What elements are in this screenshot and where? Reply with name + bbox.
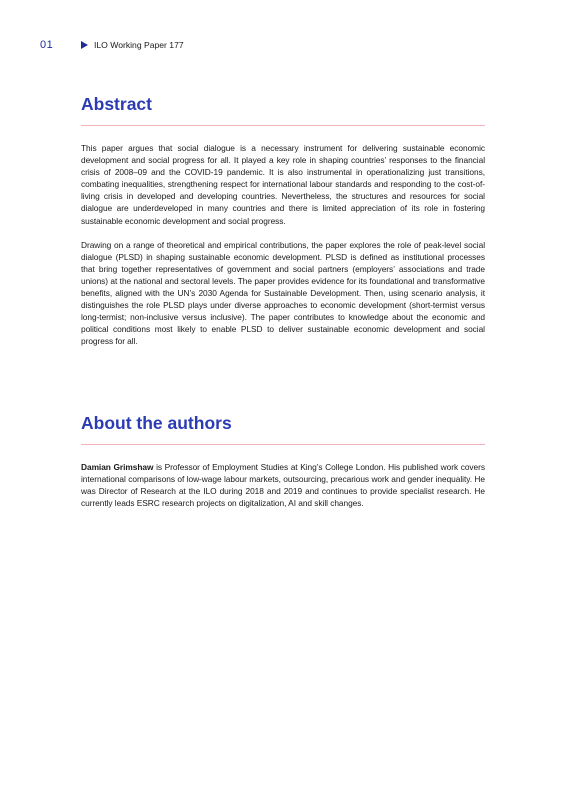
abstract-section: [81, 93, 485, 348]
author-bio-paragraph: [81, 461, 485, 509]
running-title: ILO Working Paper 177: [94, 40, 184, 50]
abstract-paragraph: Drawing on a range of theoretical and empirical contributions, the paper explores the role of peak-level social dialogue (PLSD) in shaping sustainable economic development. PLSD is defined as institutional processes that bring together representatives of government and social partners (employers’ associations and trade unions) at the national and sectoral levels. The paper provides evidence for its foundational and transformative benefits, aligned with the UN’s 2030 Agenda for Sustainable Development. Then, using scenario analysis, it distinguishes the role PLSD plays under diverse approaches to economic development (short-termist versus long-termist; non-inclusive versus inclusive). The paper contributes to knowledge about the economic and political conditions most likely to enable PLSD to deliver sustainable economic development and social progress for all.: [81, 239, 485, 347]
author-name: Damian Grimshaw: [81, 462, 154, 472]
abstract-divider: [81, 125, 485, 126]
abstract-paragraph: This paper argues that social dialogue is a necessary instrument for delivering sustainable economic development and social progress for all. It played a key role in shaping countries’ responses to the financial crisis of 2008–09 and the COVID-19 pandemic. It is also instrumental in operationalizing just transitions, combating inequalities, strengthening respect for international labour standards and responding to the cost-of-living crisis in developed and developing countries. Nevertheless, the structures and resources for social dialogue are underdeveloped in many countries and there is limited appreciation of its role in fostering sustainable economic development and social progress.: [81, 143, 485, 226]
authors-section: [81, 412, 485, 509]
authors-divider: [81, 444, 485, 445]
author-bio: is Professor of Employment Studies at King’s College London. His published work covers international comparisons of low-wage labour markets, outsourcing, precarious work and gender inequality. He was Director of Research at the ILO during 2018 and 2019 and continues to provide specialist research. He currently leads ESRC research projects on digitalization, AI and skill changes.: [81, 462, 485, 509]
play-triangle-icon: [81, 41, 88, 49]
page-number: 01: [40, 39, 54, 51]
page-header: [40, 38, 184, 52]
authors-heading: About the authors: [81, 413, 232, 433]
abstract-heading: Abstract: [81, 94, 152, 114]
